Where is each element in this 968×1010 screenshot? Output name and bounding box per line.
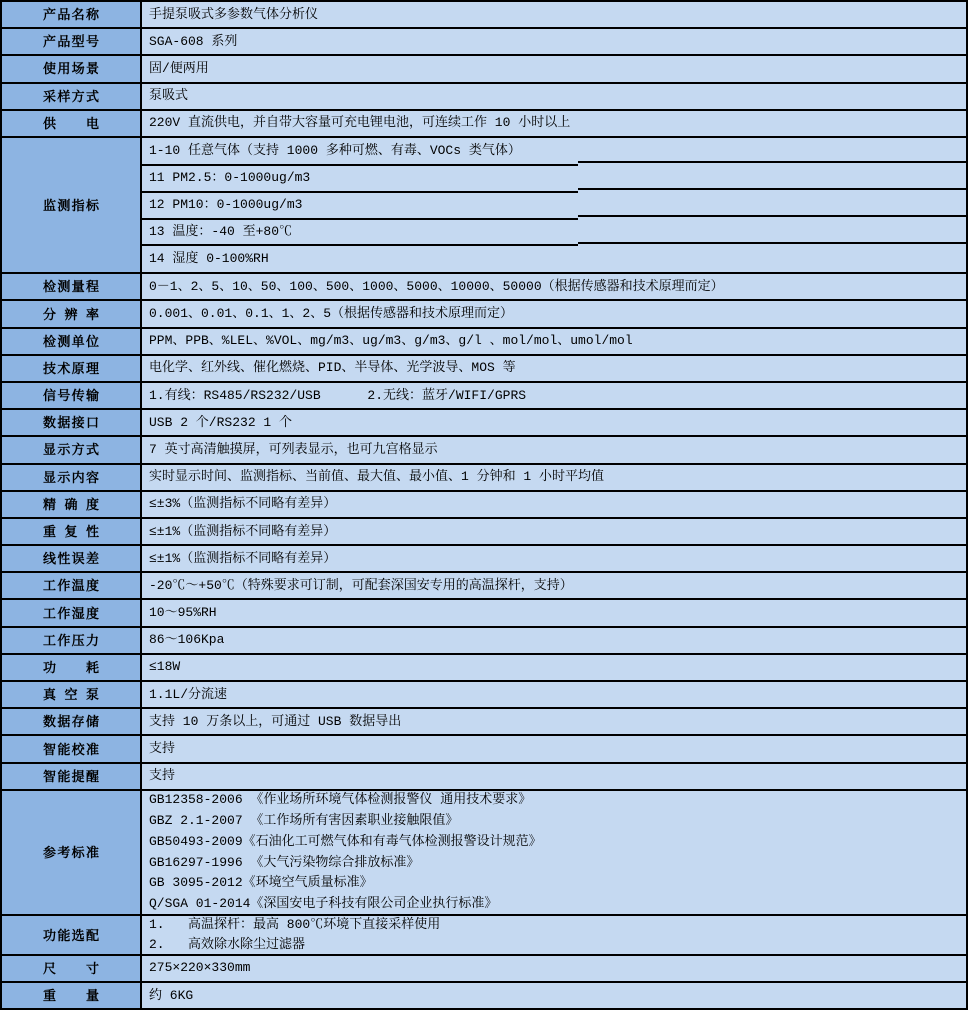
label-cell [2,655,142,680]
row-value-text: 固/便两用 [149,60,209,76]
row-label-text: 智能提醒 [43,768,99,784]
row-value-text: 11 PM2.5：0-1000ug/m3 [149,170,311,186]
row-label-text: 数据存储 [43,714,99,730]
row-label-text: 重量 [43,988,99,1004]
value-cell [142,573,966,598]
row-label-text: 检测单位 [43,333,99,349]
row-technical-principle [2,356,966,383]
row-label-text: 工作压力 [43,632,99,648]
row-label-text: 功耗 [43,659,99,675]
label-cell [2,111,142,136]
row-value-text: 支持 10 万条以上，可通过 USB 数据导出 [149,713,402,729]
row-working-temperature [2,573,966,600]
label-cell [2,764,142,789]
reference-standard-item: Q/SGA 01-2014《深国安电子科技有限公司企业执行标准》 [149,896,498,912]
row-power-consumption [2,655,966,682]
monitoring-indicator-item [142,165,966,192]
row-signal-transmission [2,383,966,410]
row-reference-standards [2,791,966,917]
row-value-text: 12 PM10：0-1000ug/m3 [149,197,303,213]
row-display-mode [2,437,966,464]
row-label-text: 数据接口 [43,415,99,431]
row-accuracy [2,492,966,519]
value-cell [142,56,966,81]
row-dimensions [2,956,966,983]
value-cell [142,383,966,408]
row-label-text: 采样方式 [43,88,99,104]
optional-feature-list [142,916,966,954]
monitoring-indicator-list [142,138,966,272]
row-usage-scenario [2,56,966,83]
row-value-text: 14 湿度 0-100%RH [149,250,269,266]
row-vacuum-pump [2,682,966,709]
label-cell [2,600,142,625]
value-cell [142,709,966,734]
row-value-text: ≤±1%（监测指标不同略有差异） [149,550,337,566]
row-label-text: 工作湿度 [43,605,99,621]
label-cell [2,709,142,734]
row-label-text: 显示方式 [43,442,99,458]
row-product-name [2,2,966,29]
row-value-text: 支持 [149,768,176,784]
row-product-model [2,29,966,56]
value-cell [142,983,966,1008]
row-value-text: 实时显示时间、监测指标、当前值、最大值、最小值、1 分钟和 1 小时平均值 [149,469,605,485]
row-weight [2,983,966,1010]
label-cell [2,2,142,27]
value-cell [142,274,966,299]
value-cell [142,437,966,462]
row-value-text: 手提泵吸式多参数气体分析仪 [149,6,319,22]
value-cell [142,736,966,761]
row-label-text: 智能校准 [43,741,99,757]
row-optional-features [2,916,966,956]
value-cell [142,356,966,381]
reference-standard-item: GBZ 2.1-2007 《工作场所有害因素职业接触限值》 [149,812,459,828]
row-label-text: 精确度 [43,496,99,512]
row-display-content [2,465,966,492]
value-cell [142,519,966,544]
row-label-text: 线性误差 [43,551,99,567]
row-label-text: 信号传输 [43,388,99,404]
row-value-text: 0－1、2、5、10、50、100、500、1000、5000、10000、50000（根据传感器和技术原理而定） [149,278,724,294]
row-value-text: 7 英寸高清触摸屏，可列表显示，也可九宫格显示 [149,441,438,457]
value-cell [142,465,966,490]
label-cell [2,956,142,981]
row-label-text: 重复性 [43,524,99,540]
value-cell [142,301,966,326]
row-value-text: ≤±3%（监测指标不同略有差异） [149,496,337,512]
value-cell [142,84,966,109]
value-cell [142,410,966,435]
row-smart-calibration [2,736,966,763]
label-cell [2,84,142,109]
value-cell [142,111,966,136]
label-cell [2,983,142,1008]
reference-standard-list [142,791,966,915]
value-cell [142,29,966,54]
row-working-pressure [2,628,966,655]
label-cell [2,791,142,915]
value-cell [142,956,966,981]
row-label-text: 检测量程 [43,279,99,295]
row-resolution [2,301,966,328]
row-power-supply [2,111,966,138]
row-label-text: 参考标准 [43,845,99,861]
row-value-text: USB 2 个/RS232 1 个 [149,414,293,430]
row-data-interface [2,410,966,437]
row-label-text: 使用场景 [43,61,99,77]
reference-standard-item: GB 3095-2012《环境空气质量标准》 [149,875,373,891]
row-value-text: 220V 直流供电，并自带大容量可充电锂电池，可连续工作 10 小时以上 [149,115,571,131]
label-cell [2,138,142,272]
row-value-text: 1.有线：RS485/RS232/USB 2.无线：蓝牙/WIFI/GPRS [149,387,527,403]
row-value-text: 支持 [149,741,176,757]
value-cell [142,655,966,680]
value-cell [142,329,966,354]
label-cell [2,410,142,435]
row-label-text: 工作温度 [43,578,99,594]
value-cell [142,628,966,653]
row-label-text: 监测指标 [43,197,99,213]
row-label-text: 显示内容 [43,469,99,485]
row-label-text: 功能选配 [43,927,99,943]
row-monitoring-indicators [2,138,966,274]
row-value-text: ≤±1%（监测指标不同略有差异） [149,523,337,539]
label-cell [2,492,142,517]
label-cell [2,274,142,299]
label-cell [2,916,142,954]
label-cell [2,383,142,408]
row-value-text: 10～95%RH [149,605,217,621]
row-value-text: 275×220×330mm [149,960,251,976]
row-value-text: 86～106Kpa [149,632,225,648]
row-value-text: 1-10 任意气体（支持 1000 多种可燃、有毒、VOCs 类气体） [149,143,521,159]
row-label-text: 供电 [43,115,99,131]
row-value-text: 约 6KG [149,987,194,1003]
row-repeatability [2,519,966,546]
row-value-text: ≤18W [149,659,181,675]
label-cell [2,573,142,598]
row-linearity-error [2,546,966,573]
value-cell [142,682,966,707]
label-cell [2,29,142,54]
reference-standard-item: GB16297-1996 《大气污染物综合排放标准》 [149,854,420,870]
label-cell [2,301,142,326]
value-cell [142,2,966,27]
optional-feature-item: 2. 高效除水除尘过滤器 [149,937,306,953]
row-smart-reminder [2,764,966,791]
monitoring-indicator-item [142,192,966,219]
row-sampling-method [2,84,966,111]
reference-standard-item: GB12358-2006 《作业场所环境气体检测报警仪 通用技术要求》 [149,791,532,807]
row-data-storage [2,709,966,736]
label-cell [2,437,142,462]
label-cell [2,682,142,707]
row-detection-range [2,274,966,301]
value-cell [142,600,966,625]
value-cell [142,764,966,789]
reference-standard-item: GB50493-2009《石油化工可燃气体和有毒气体检测报警设计规范》 [149,833,542,849]
value-cell [142,492,966,517]
monitoring-indicator-item [142,219,966,246]
monitoring-indicator-item [142,245,966,272]
row-value-text: PPM、PPB、%LEL、%VOL、mg/m3、ug/m3、g/m3、g/l 、mol/mol、umol/mol [149,333,633,349]
label-cell [2,356,142,381]
label-cell [2,546,142,571]
row-value-text: 0.001、0.01、0.1、1、2、5（根据传感器和技术原理而定） [149,306,514,322]
label-cell [2,628,142,653]
row-working-humidity [2,600,966,627]
label-cell [2,736,142,761]
row-value-text: 13 温度：-40 至+80℃ [149,223,293,239]
row-value-text: 泵吸式 [149,88,189,104]
row-label-text: 真空泵 [43,687,99,703]
row-label-text: 分辨率 [43,306,99,322]
label-cell [2,465,142,490]
row-label-text: 技术原理 [43,360,99,376]
row-value-text: 电化学、红外线、催化燃烧、PID、半导体、光学波导、MOS 等 [149,360,516,376]
row-label-text: 产品型号 [43,34,99,50]
row-value-text: SGA-608 系列 [149,33,238,49]
label-cell [2,329,142,354]
monitoring-indicator-item [142,138,966,165]
row-value-text: -20℃～+50℃（特殊要求可订制，可配套深国安专用的高温探杆，支持） [149,577,573,593]
label-cell [2,519,142,544]
value-cell [142,546,966,571]
row-value-text: 1.1L/分流速 [149,686,228,702]
row-detection-unit [2,329,966,356]
label-cell [2,56,142,81]
row-label-text: 产品名称 [43,7,99,23]
row-label-text: 尺寸 [43,960,99,976]
optional-feature-item: 1. 高温探杆：最高 800℃环境下直接采样使用 [149,917,441,933]
